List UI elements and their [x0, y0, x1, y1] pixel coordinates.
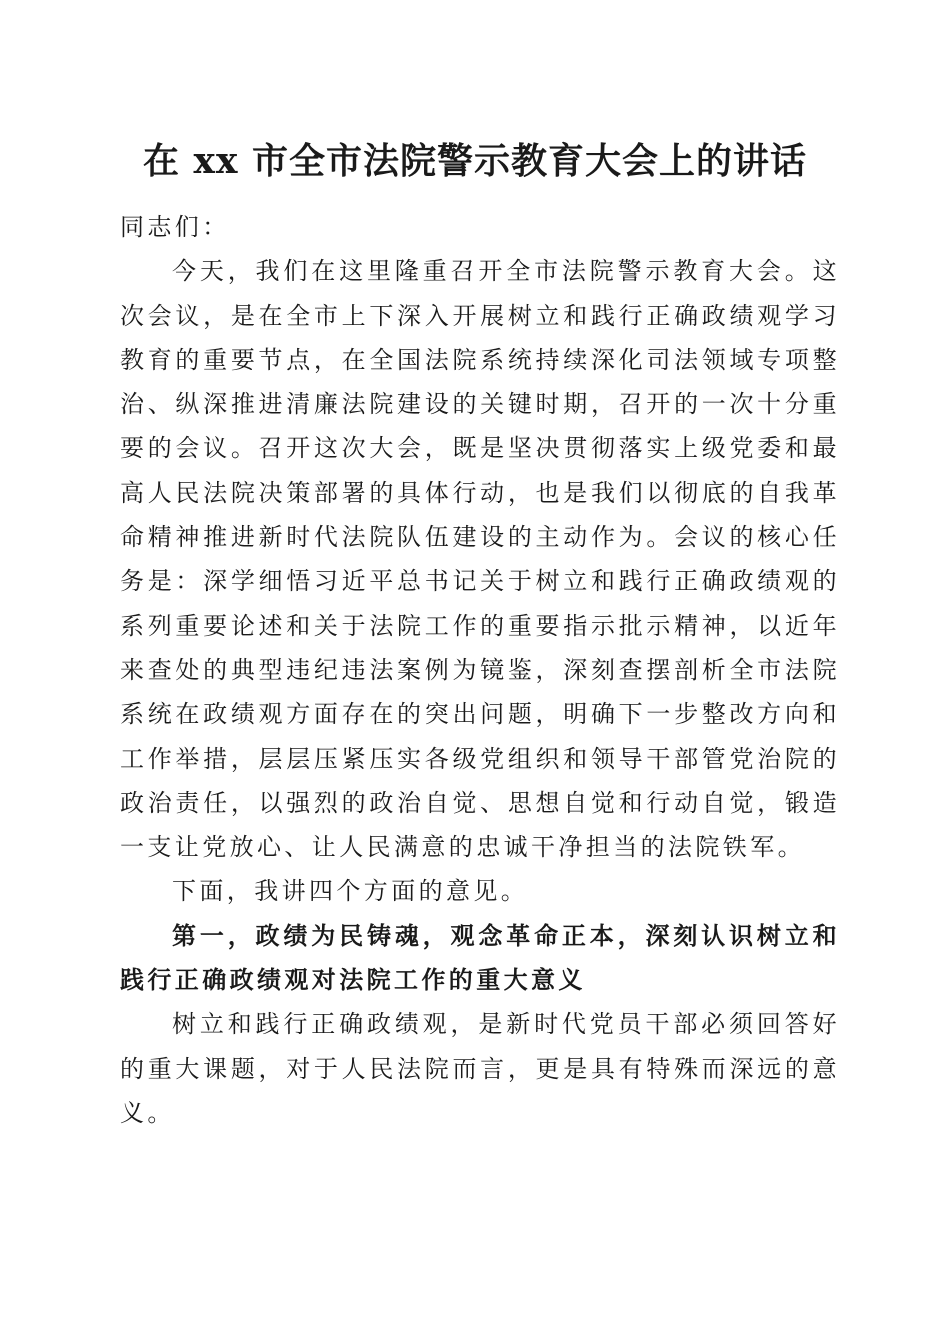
- document-title: 在 xx 市全市法院警示教育大会上的讲话: [143, 140, 807, 182]
- paragraph-section-1: 树立和践行正确政绩观，是新时代党员干部必须回答好的重大课题，对于人民法院而言，更是具有特殊而深远的意义。: [120, 1010, 840, 1127]
- greeting: 同志们：: [120, 213, 230, 241]
- document-body: [120, 205, 840, 1135]
- paragraph-outline: 下面，我讲四个方面的意见。: [172, 877, 529, 906]
- paragraph-opening: 今天，我们在这里隆重召开全市法院警示教育大会。这次会议，是在全市上下深入开展树立和践行正确政绩观学习教育的重要节点，在全国法院系统持续深化司法领域专项整治、纵深推进清廉法院建设的关键时期，召开的一次十分重要的会议。召开这次大会，既是坚决贯彻落实上级党委和最高人民法院决策部署的具体行动，也是我们以彻底的自我革命精神推进新时代法院队伍建设的主动作为。会议的核心任务是：深学细悟习近平总书记关于树立和践行正确政绩观的系列重要论述和关于法院工作的重要指示批示精神，以近年来查处的典型违纪违法案例为镜鉴，深刻查摆剖析全市法院系统在政绩观方面存在的突出问题，明确下一步整改方向和工作举措，层层压紧压实各级党组织和领导干部管党治院的政治责任，以强烈的政治自觉、思想自觉和行动自觉，锻造一支让党放心、让人民满意的忠诚干净担当的法院铁军。: [120, 257, 840, 862]
- section-heading-1: 第一，政绩为民铸魂，观念革命正本，深刻认识树立和践行正确政绩观对法院工作的重大意义: [120, 920, 840, 995]
